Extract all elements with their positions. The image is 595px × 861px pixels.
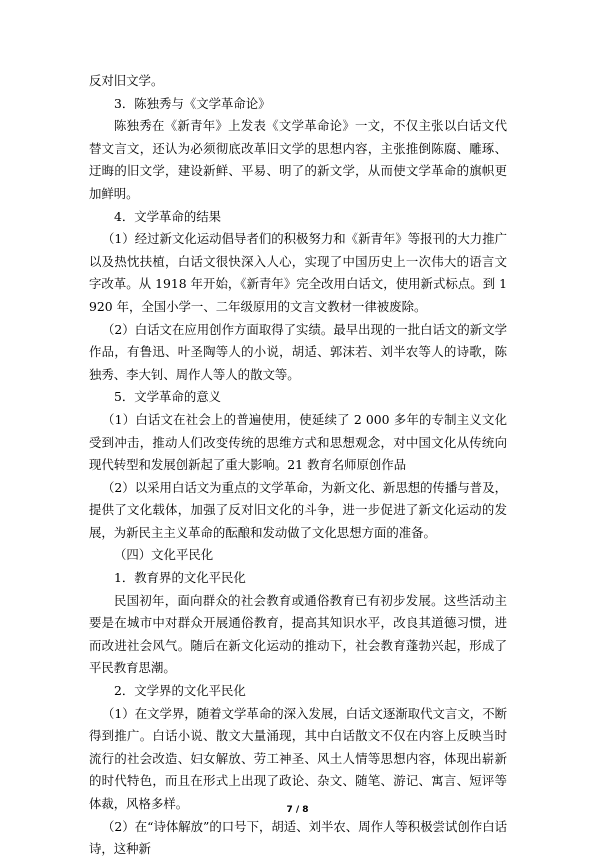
section-heading-5: 5．文学革命的意义 [114,389,222,405]
paragraph: （2）白话文在应用创作方面取得了实绩。最早出现的一批白话文的新文学作品，有鲁迅、叶圣陶等人的小说，胡适、郭沫若、刘半农等人的诗歌，陈独秀、李大钊、周作人等人的散文等。 [89,321,507,382]
section-heading-4: 4．文学革命的结果 [114,208,222,224]
page-number: 7 / 8 [286,805,309,815]
section-heading-3: 3．陈独秀与《文学革命论》 [114,95,271,111]
section-heading-2: 2．文学界的文化平民化 [114,683,246,699]
section-heading-part-4: （四）文化平民化 [114,547,214,563]
paragraph: （1）经过新文化运动倡导者们的积极努力和《新青年》等报刊的大力推广以及热忱扶植，白话文很快深入人心，实现了中国历史上一次伟大的语言文字改革。从 1918 年开始，《新青年》完全改用白话文，使用新式标点。到 1920 年，全国小学一、二年级原用的文言文教材一律被废除。 [89,231,507,314]
paragraph: 陈独秀在《新青年》上发表《文学革命论》一文，不仅主张以白话文代替文言文，还认为必须彻底改革旧文学的思想内容，主张推倒陈腐、雕琢、迂晦的旧文学，建设新鲜、平易、明了的新文学，从而使文学革命的旗帜更加鲜明。 [89,118,507,201]
document-body [89,70,507,861]
paragraph: （1）在文学界，随着文学革命的深入发展，白话文逐渐取代文言文，不断得到推广。白话小说、散文大量涌现，其中白话散文不仅在内容上反映当时流行的社会改造、妇女解放、劳工神圣、风土人情等思想内容，体现出崭新的时代特色，而且在形式上出现了政论、杂文、随笔、游记、寓言、短评等体裁，风格多样。 [89,705,507,811]
paragraph: 民国初年，面向群众的社会教育或通俗教育已有初步发展。这些活动主要是在城市中对群众开展通俗教育，提高其知识水平，改良其道德习惯，进而改进社会风气。随后在新文化运动的推动下，社会教育蓬勃兴起，形成了平民教育思潮。 [89,592,507,676]
paragraph: （2）以采用白话文为重点的文学革命，为新文化、新思想的传播与普及，提供了文化载体，加强了反对旧文化的斗争，进一步促进了新文化运动的发展，为新民主主义革命的酝酿和发动做了文化思想方面的准备。 [89,479,507,540]
paragraph: （1）白话文在社会上的普遍使用，使延续了 2 000 多年的专制主义文化受到冲击，推动人们改变传统的思维方式和思想观念，对中国文化从传统向现代转型和发展创新起了重大影响。21 教育名师原创作品 [89,411,507,473]
paragraph: （2）在“诗体解放”的口号下，胡适、刘半农、周作人等积极尝试创作白话诗，这种新 [89,818,507,857]
paragraph: 反对旧文学。 [89,73,164,88]
section-heading-1: 1．教育界的文化平民化 [114,570,246,586]
